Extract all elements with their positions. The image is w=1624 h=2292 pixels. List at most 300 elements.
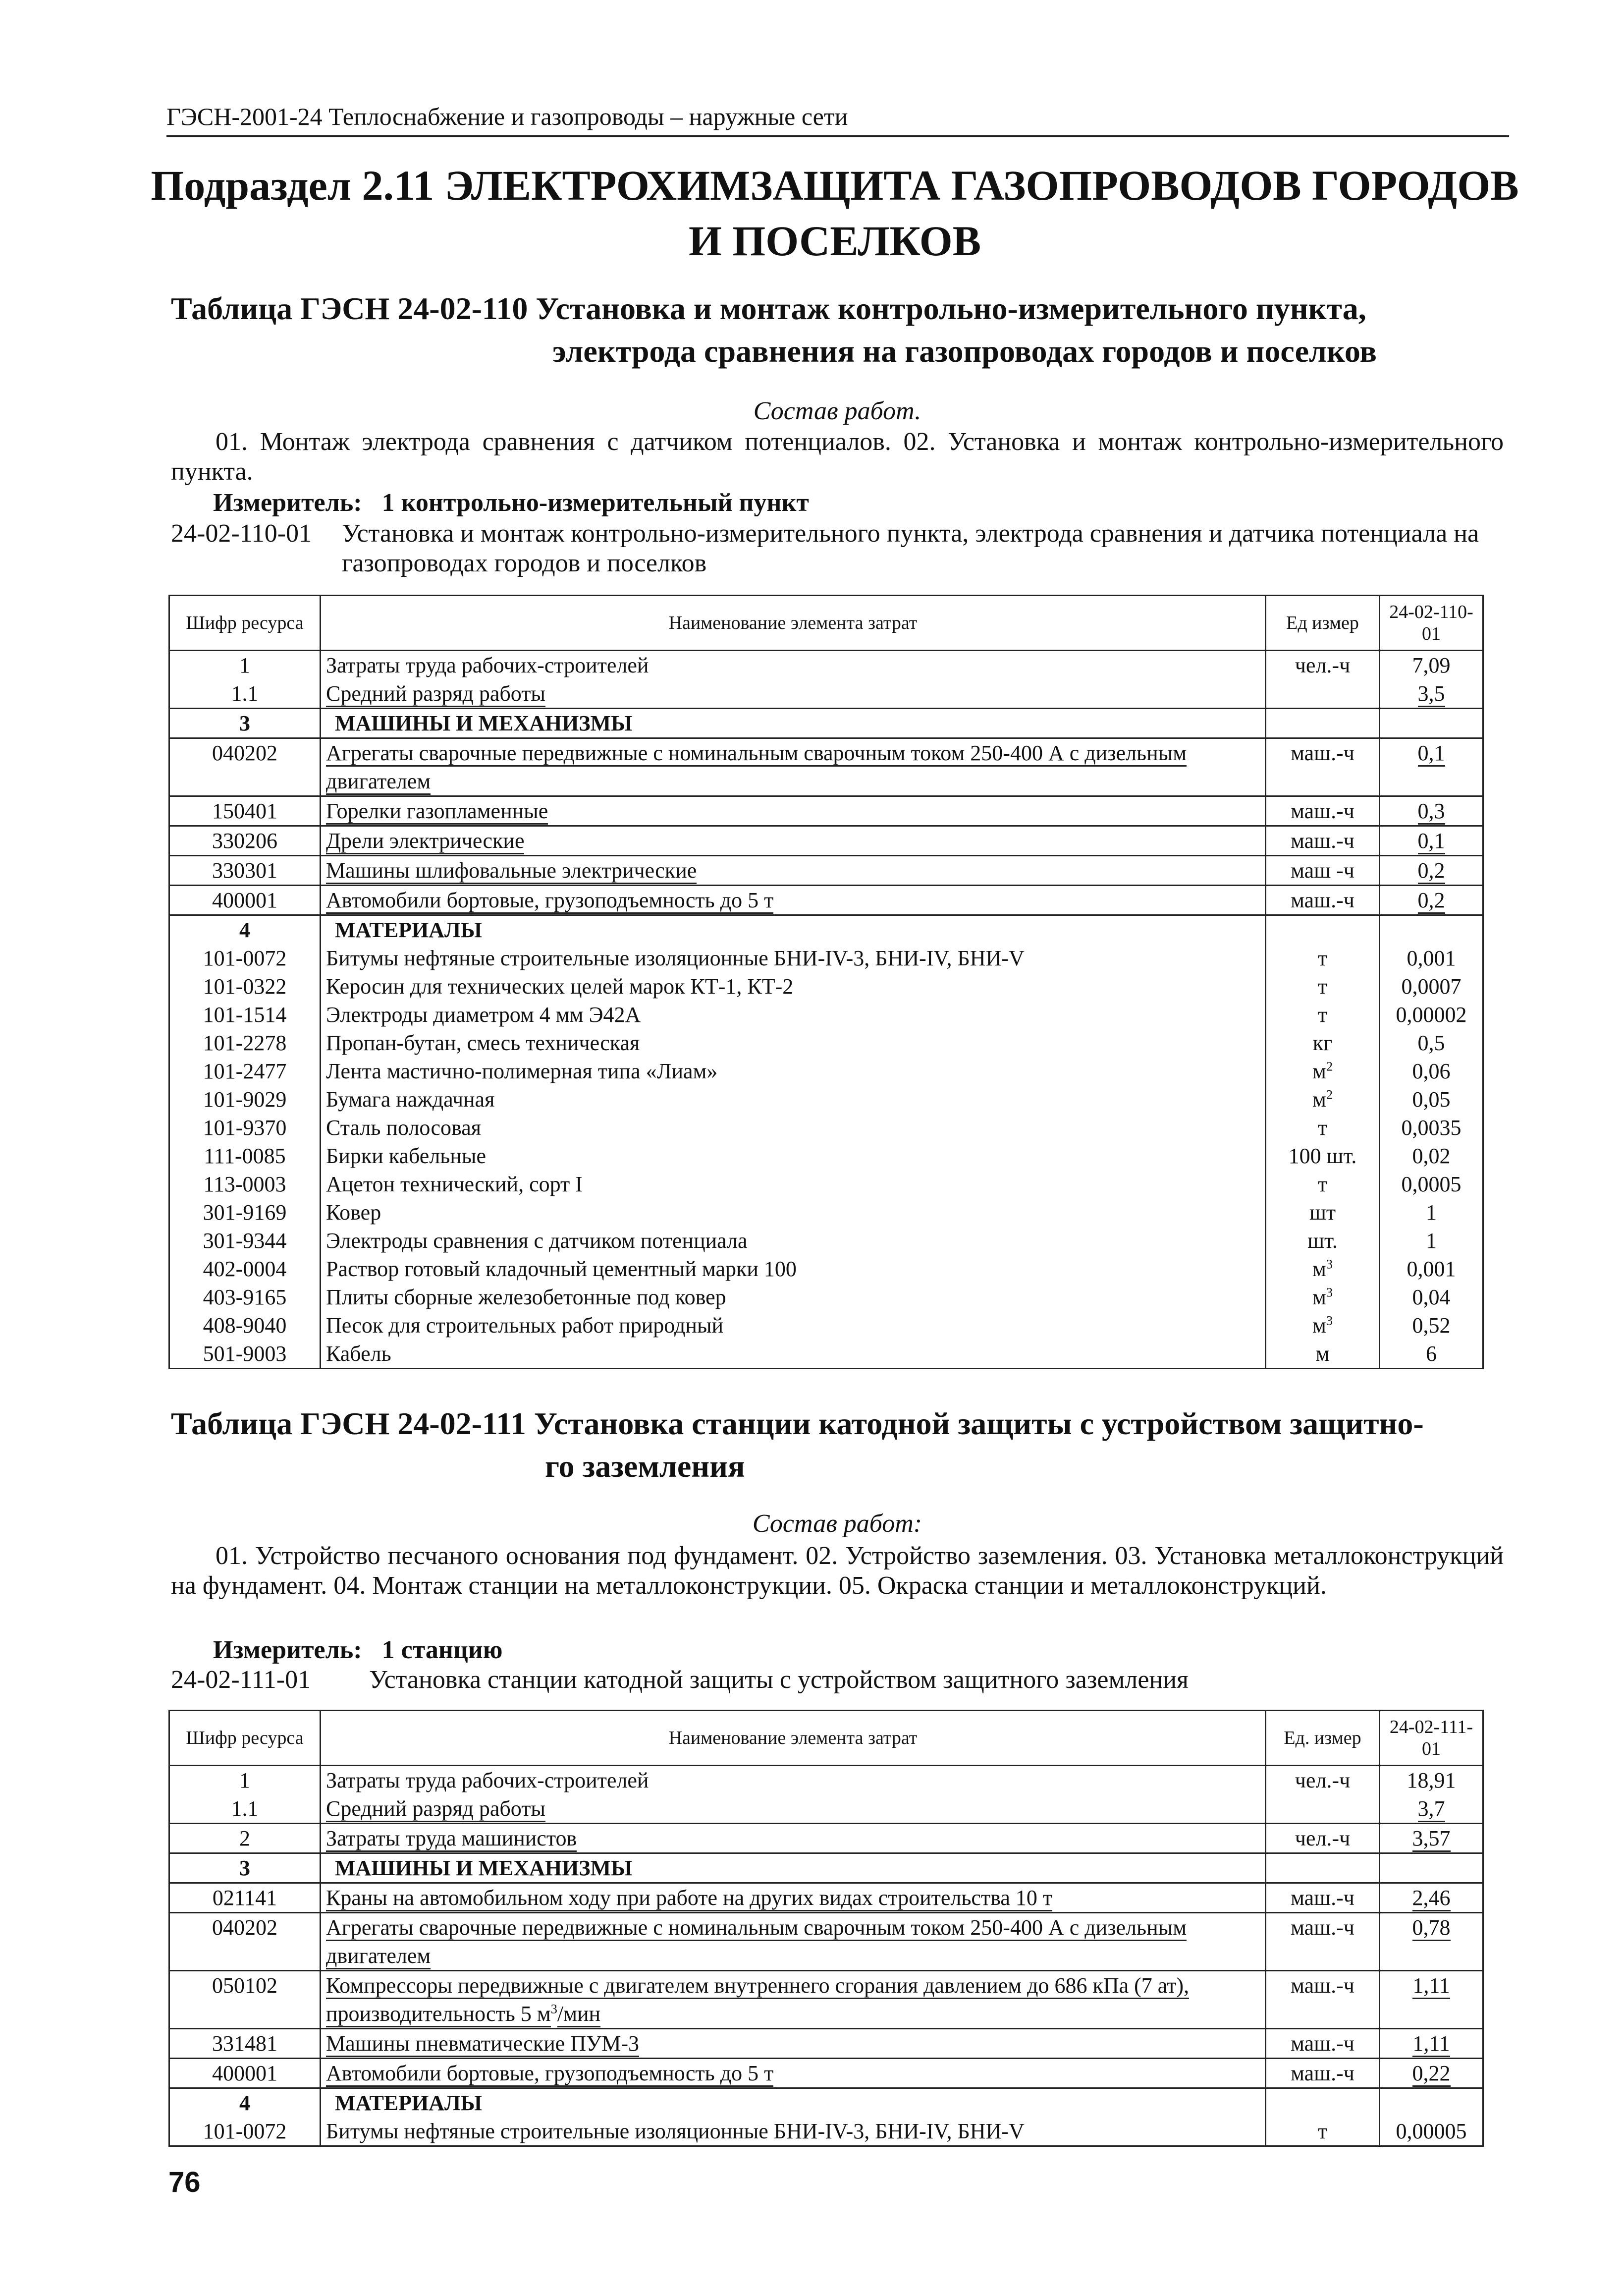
table2-title-line2: го заземления [545,1449,745,1484]
cell-value-text: 3,57 [1412,1826,1451,1852]
cell-value [1380,1170,1483,1198]
cell-name-text: Кабель [326,1342,391,1366]
cell-name [321,709,1266,738]
table2-body [169,1766,1483,2146]
cell-unit-text: маш.-ч [1291,741,1354,765]
cell-name [321,944,1266,972]
cell-name [321,1883,1266,1913]
cell-name [321,1971,1266,2029]
cell-unit-text: т [1317,974,1328,999]
cell-unit-text: маш.-ч [1291,888,1354,912]
table2-norm-code: 24-02-111-01 [171,1666,311,1694]
table-row [169,1853,1483,1883]
cell-code: 4 [169,2088,321,2118]
cell-value [1380,1283,1483,1311]
cell-value-text: 0,1 [1418,829,1445,854]
cell-value-text: 7,09 [1412,653,1451,677]
cell-value-text: 0,04 [1412,1285,1451,1309]
cell-name [321,1227,1266,1255]
table-row [169,1824,1483,1853]
cell-code: 301-9344 [169,1227,321,1255]
table-row [169,1971,1483,2029]
cell-name-text: Автомобили бортовые, грузоподъемность до 5 т [326,2061,773,2087]
cell-name [321,1001,1266,1029]
cell-name [321,651,1266,680]
cell-name [321,1853,1266,1883]
cell-name [321,1340,1266,1369]
table-row [169,1766,1483,1795]
cell-value [1380,738,1483,796]
cell-value-text: 0,001 [1407,1257,1456,1281]
table2-title [171,1402,1504,1488]
cell-name-text: Затраты труда рабочих-строителей [326,1768,649,1792]
cell-value [1380,972,1483,1001]
cell-unit [1266,796,1380,826]
cell-name-text: Битумы нефтяные строительные изоляционные БНИ-IV-3, БНИ-IV, БНИ-V [326,946,1025,970]
cell-name [321,972,1266,1001]
table-row [169,826,1483,856]
cell-code: 1.1 [169,679,321,709]
table2-title-line1: Таблица ГЭСН 24-02-111 Установка станции катодной защиты с устройством защитно- [171,1406,1424,1441]
running-header: ГЭСН-2001-24 Теплоснабжение и газопроводы – наружные сети [166,102,1509,137]
cell-value-text: 0,06 [1412,1059,1451,1083]
cell-code: 101-0322 [169,972,321,1001]
cell-value-text: 6 [1426,1342,1437,1366]
cell-code: 330301 [169,856,321,886]
cell-code: 101-9029 [169,1085,321,1114]
cell-value-text: 0,00002 [1396,1003,1467,1027]
cell-code: 021141 [169,1883,321,1913]
cell-name [321,738,1266,796]
table1-measure-label: Измеритель: [213,489,362,517]
cell-unit-sup: 2 [1326,1087,1333,1102]
cell-unit-sup: 3 [1326,1285,1333,1300]
table2-measure-label: Измеритель: [213,1636,362,1664]
cell-code: 101-2477 [169,1057,321,1085]
col-header-name: Наименование элемента затрат [321,596,1266,651]
cell-name-text: Бумага наждачная [326,1087,495,1112]
cell-name-text: Машины пневматические ПУМ-3 [326,2031,639,2057]
table2-norm [171,1665,1504,1695]
table-row [169,1255,1483,1283]
cell-unit [1266,1198,1380,1227]
cell-code: 402-0004 [169,1255,321,1283]
cell-code: 408-9040 [169,1311,321,1340]
table1-sostav-label: Состав работ. [753,397,921,425]
cell-name [321,1198,1266,1227]
cell-code: 040202 [169,1913,321,1971]
cell-unit [1266,2088,1380,2118]
cell-unit-text: чел.-ч [1295,653,1351,677]
cell-unit-text: кг [1312,1031,1333,1055]
cell-value [1380,1227,1483,1255]
cell-code: 040202 [169,738,321,796]
cell-unit-text: чел.-ч [1295,1826,1351,1850]
table1-measure [213,488,809,518]
cell-name [321,1114,1266,1142]
cell-name-text: Средний разряд работы [326,681,545,707]
cell-value [1380,651,1483,680]
cell-name-text: Агрегаты сварочные передвижные с номинальным сварочным током 250-400 А с дизельным двигателем [326,741,1187,795]
cell-code: 3 [169,709,321,738]
cell-unit [1266,1283,1380,1311]
table2-header-row [169,1711,1483,1766]
cell-code: 1.1 [169,1794,321,1824]
table2-resources [168,1710,1484,2147]
cell-unit [1266,1227,1380,1255]
cell-unit-text: м [1312,1313,1326,1338]
cell-code: 113-0003 [169,1170,321,1198]
cell-value-text: 0,1 [1418,741,1445,767]
table-row [169,1311,1483,1340]
cell-value [1380,679,1483,709]
cell-name [321,2088,1266,2118]
table-row [169,1001,1483,1029]
cell-value [1380,1114,1483,1142]
cell-unit [1266,972,1380,1001]
cell-code: 101-0072 [169,2117,321,2146]
cell-unit [1266,651,1380,680]
cell-unit [1266,709,1380,738]
col-header-norm: 24-02-110-01 [1380,596,1483,651]
col-header-name: Наименование элемента затрат [321,1711,1266,1766]
cell-code: 1 [169,1766,321,1795]
table1-norm-text: Установка и монтаж контрольно-измерительного пункта, электрода сравнения и датчика потенциала на газопроводах городов и поселков [342,519,1479,577]
cell-code: 2 [169,1824,321,1853]
cell-name [321,1029,1266,1057]
cell-unit-text: чел.-ч [1295,1768,1351,1792]
cell-value [1380,1142,1483,1170]
cell-unit-text: м [1312,1257,1326,1281]
table-row [169,796,1483,826]
cell-value [1380,1311,1483,1340]
col-header-unit: Ед. измер [1266,1711,1380,1766]
cell-name-text: Краны на автомобильном ходу при работе на других видах строительства 10 т [326,1886,1052,1911]
cell-unit-text: маш -ч [1291,858,1354,883]
table2-sostav-label: Состав работ: [752,1509,922,1538]
table-row [169,2088,1483,2118]
table-row [169,944,1483,972]
cell-value [1380,796,1483,826]
cell-value [1380,2117,1483,2146]
table1-header-row [169,596,1483,651]
cell-name-text: МАШИНЫ И МЕХАНИЗМЫ [335,711,633,735]
cell-value-text: 0,0005 [1401,1172,1462,1196]
cell-name [321,1170,1266,1198]
cell-unit [1266,1340,1380,1369]
cell-unit [1266,826,1380,856]
cell-name [321,1057,1266,1085]
cell-code: 331481 [169,2029,321,2059]
cell-unit [1266,915,1380,945]
cell-unit-text: шт [1309,1200,1336,1225]
cell-unit-text: т [1317,1116,1328,1140]
cell-value-text: 1 [1426,1229,1437,1253]
cell-code: 330206 [169,826,321,856]
cell-unit-text: т [1317,2119,1328,2143]
cell-unit [1266,1085,1380,1114]
cell-name [321,886,1266,915]
cell-name-text: Электроды сравнения с датчиком потенциала [326,1229,748,1253]
table1-body [169,651,1483,1369]
cell-name-text: Дрели электрические [326,829,524,854]
cell-unit [1266,886,1380,915]
table-row [169,1198,1483,1227]
cell-value-text: 0,001 [1407,946,1456,970]
cell-value [1380,915,1483,945]
cell-value [1380,2029,1483,2059]
cell-value [1380,1766,1483,1795]
table-row [169,972,1483,1001]
section-title: Подраздел 2.11 ЭЛЕКТРОХИМЗАЩИТА ГАЗОПРОВОДОВ ГОРОДОВ И ПОСЕЛКОВ [151,162,1519,265]
cell-unit [1266,1255,1380,1283]
cell-unit [1266,1029,1380,1057]
cell-name [321,1085,1266,1114]
cell-unit [1266,2029,1380,2059]
cell-name [321,679,1266,709]
cell-value-text: 0,5 [1417,1031,1445,1055]
cell-name [321,856,1266,886]
cell-name [321,1824,1266,1853]
cell-name [321,826,1266,856]
cell-name [321,796,1266,826]
cell-name [321,2059,1266,2088]
cell-value [1380,886,1483,915]
cell-value [1380,944,1483,972]
cell-name [321,2117,1266,2146]
cell-name-text: Керосин для технических целей марок КТ-1, КТ-2 [326,974,794,999]
cell-unit [1266,1913,1380,1971]
cell-name [321,1794,1266,1824]
col-header-norm: 24-02-111-01 [1380,1711,1483,1766]
table-row [169,1283,1483,1311]
cell-name-sup: 3 [550,2001,557,2016]
cell-code: 400001 [169,886,321,915]
cell-unit-text: 100 шт. [1288,1144,1357,1168]
cell-name-text: Битумы нефтяные строительные изоляционные БНИ-IV-3, БНИ-IV, БНИ-V [326,2119,1025,2143]
cell-value-text: 0,05 [1412,1087,1451,1112]
table1-title-line1: Таблица ГЭСН 24-02-110 Установка и монтаж контрольно-измерительного пункта, [171,291,1366,326]
cell-unit-text: маш.-ч [1291,829,1354,853]
table-row [169,651,1483,680]
cell-name-text: Средний разряд работы [326,1796,545,1822]
cell-unit [1266,1114,1380,1142]
cell-value [1380,709,1483,738]
table2-measure-value: 1 станцию [381,1636,503,1664]
cell-name-text: Компрессоры передвижные с двигателем внутреннего сгорания давлением до 686 кПа (7 ат), производительность 5 м [326,1973,1189,2027]
table1-resources [168,595,1484,1369]
cell-name-text: Пропан-бутан, смесь техническая [326,1031,640,1055]
cell-value [1380,1913,1483,1971]
cell-value [1380,2059,1483,2088]
cell-unit [1266,1057,1380,1085]
cell-unit-sup: 3 [1326,1256,1333,1272]
cell-name-text: Электроды диаметром 4 мм Э42А [326,1003,641,1027]
cell-name [321,1142,1266,1170]
cell-unit [1266,1794,1380,1824]
cell-name-text: Ковер [326,1200,381,1225]
cell-value [1380,1794,1483,1824]
cell-name-text: Лента мастично-полимерная типа «Лиам» [326,1059,718,1083]
cell-value-text: 3,5 [1418,681,1445,707]
cell-code: 101-0072 [169,944,321,972]
col-header-code: Шифр ресурса [169,596,321,651]
cell-value [1380,2088,1483,2118]
cell-code: 101-2278 [169,1029,321,1057]
col-header-unit: Ед измер [1266,596,1380,651]
cell-name [321,915,1266,945]
cell-value [1380,856,1483,886]
cell-name-text: МАШИНЫ И МЕХАНИЗМЫ [335,1856,633,1880]
cell-value-text: 0,02 [1412,1144,1451,1168]
cell-value [1380,1057,1483,1085]
cell-unit [1266,1853,1380,1883]
cell-name-text: МАТЕРИАЛЫ [335,2091,482,2115]
cell-name-text: Плиты сборные железобетонные под ковер [326,1285,726,1309]
cell-value-text: 3,7 [1418,1796,1445,1822]
cell-unit [1266,944,1380,972]
cell-unit [1266,1766,1380,1795]
col-header-code: Шифр ресурса [169,1711,321,1766]
table-row [169,1340,1483,1369]
cell-value [1380,1001,1483,1029]
cell-unit [1266,1001,1380,1029]
cell-unit [1266,1883,1380,1913]
table-row [169,1114,1483,1142]
cell-name-text: МАТЕРИАЛЫ [335,918,482,942]
table-row [169,738,1483,796]
cell-name [321,1283,1266,1311]
cell-name-text: Затраты труда рабочих-строителей [326,653,649,677]
cell-value-text: 1 [1426,1200,1437,1225]
cell-value-text: 0,22 [1412,2061,1451,2087]
cell-unit [1266,856,1380,886]
cell-name-text: Бирки кабельные [326,1144,486,1168]
cell-code: 400001 [169,2059,321,2088]
cell-unit-text: т [1317,1172,1328,1196]
table-row [169,2059,1483,2088]
table2-norm-text: Установка станции катодной защиты с устройством защитного заземления [369,1666,1189,1694]
cell-name-text: Ацетон технический, сорт I [326,1172,583,1196]
table-row [169,1227,1483,1255]
table-row [169,1913,1483,1971]
table-row [169,1170,1483,1198]
cell-value-text: 2,46 [1412,1886,1451,1911]
cell-value [1380,826,1483,856]
cell-value-text: 0,52 [1412,1313,1451,1338]
table-row [169,1057,1483,1085]
cell-value [1380,1853,1483,1883]
cell-code: 150401 [169,796,321,826]
cell-unit-text: м [1312,1059,1326,1083]
cell-code: 501-9003 [169,1340,321,1369]
cell-code: 4 [169,915,321,945]
cell-name-text: Песок для строительных работ природный [326,1313,724,1338]
cell-name [321,1766,1266,1795]
cell-code: 3 [169,1853,321,1883]
table1-measure-value: 1 контрольно-измерительный пункт [381,489,809,517]
cell-name-text: Горелки газопламенные [326,799,548,825]
cell-unit [1266,1142,1380,1170]
table-row [169,1029,1483,1057]
cell-name [321,1255,1266,1283]
cell-value-text: 0,78 [1412,1915,1451,1941]
cell-code: 1 [169,651,321,680]
cell-value-text: 0,0007 [1401,974,1462,999]
table-row [169,2117,1483,2146]
table1-title [171,287,1504,373]
cell-unit-text: маш.-ч [1291,1973,1354,1998]
cell-unit [1266,1170,1380,1198]
cell-name [321,1311,1266,1340]
cell-unit [1266,679,1380,709]
table-row [169,886,1483,915]
table-row [169,1883,1483,1913]
cell-name-text: Раствор готовый кладочный цементный марки 100 [326,1257,797,1281]
cell-value-text: 0,2 [1418,858,1445,884]
cell-code: 050102 [169,1971,321,2029]
cell-unit-text: маш.-ч [1291,2061,1354,2085]
cell-unit-text: маш.-ч [1291,1915,1354,1940]
cell-unit [1266,1311,1380,1340]
cell-value-text: 18,91 [1407,1768,1456,1792]
cell-unit-text: т [1317,946,1328,970]
page-number: 76 [168,2166,201,2198]
cell-name-text: Автомобили бортовые, грузоподъемность до 5 т [326,888,773,914]
cell-code: 301-9169 [169,1198,321,1227]
table-row [169,1142,1483,1170]
cell-unit-sup: 3 [1326,1313,1333,1328]
table1-norm [171,519,1504,578]
cell-name-text: Сталь полосовая [326,1116,481,1140]
cell-unit-text: м [1312,1087,1326,1112]
cell-unit [1266,2117,1380,2146]
table-row [169,1085,1483,1114]
cell-value [1380,1883,1483,1913]
table-row [169,856,1483,886]
cell-value [1380,1255,1483,1283]
cell-name-tail: /мин [557,2002,600,2027]
cell-code: 403-9165 [169,1283,321,1311]
cell-value [1380,1085,1483,1114]
cell-value [1380,1029,1483,1057]
cell-code: 101-1514 [169,1001,321,1029]
cell-name [321,1913,1266,1971]
cell-unit-text: маш.-ч [1291,799,1354,823]
table2-works: 01. Устройство песчаного основания под фундамент. 02. Устройство заземления. 03. Установка металлоконструкций на фундамент. 04. Монтаж станции на металлоконструкции. 05. Окраска станции и металлоконструкций. [171,1542,1504,1600]
cell-unit-sup: 2 [1326,1059,1333,1074]
table-row [169,709,1483,738]
cell-name [321,2029,1266,2059]
cell-name-text: Затраты труда машинистов [326,1826,577,1852]
cell-value [1380,1824,1483,1853]
cell-unit-text: шт. [1307,1229,1338,1253]
cell-unit-text: м [1315,1342,1330,1366]
cell-value [1380,1340,1483,1369]
table1-title-line2: электрода сравнения на газопроводах городов и поселков [552,334,1377,369]
cell-unit [1266,738,1380,796]
cell-code: 111-0085 [169,1142,321,1170]
cell-unit [1266,1824,1380,1853]
cell-name-text: Машины шлифовальные электрические [326,858,697,884]
cell-value-text: 0,0035 [1401,1116,1462,1140]
cell-value [1380,1198,1483,1227]
cell-value-text: 1,11 [1412,1973,1450,1999]
table-row [169,915,1483,945]
cell-name-text: Агрегаты сварочные передвижные с номинальным сварочным током 250-400 А с дизельным двигателем [326,1915,1187,1969]
table-row [169,2029,1483,2059]
cell-value [1380,1971,1483,2029]
